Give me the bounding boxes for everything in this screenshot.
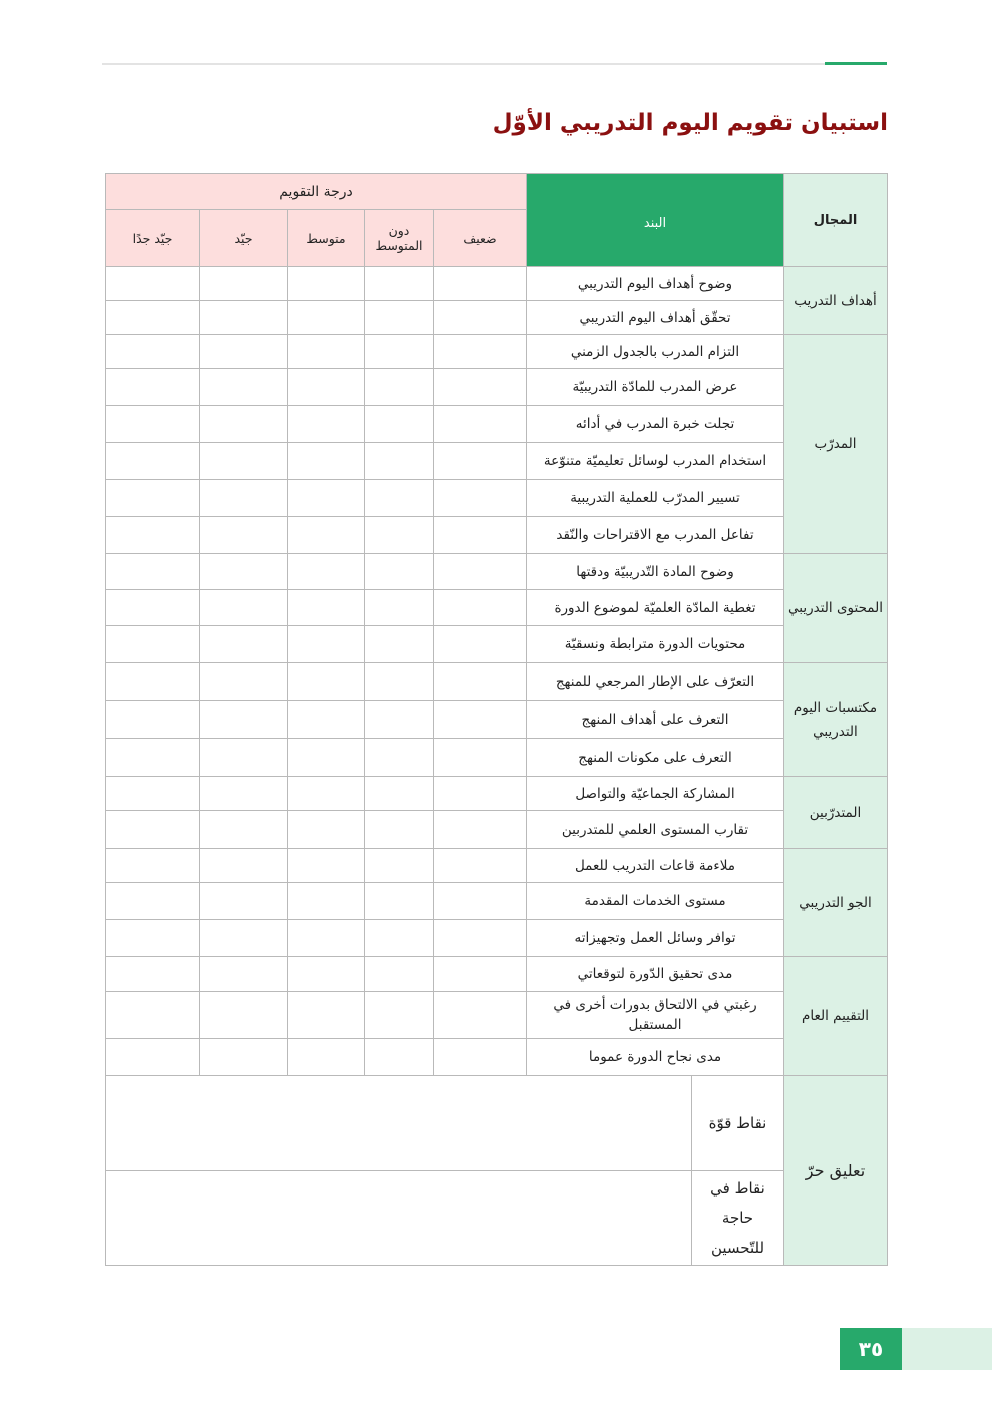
rating-checkbox-cell[interactable]: [200, 443, 288, 480]
rating-checkbox-cell[interactable]: [434, 849, 527, 883]
rating-checkbox-cell[interactable]: [200, 777, 288, 811]
table-row: [106, 517, 888, 554]
table-row: [106, 883, 888, 920]
item-cell: ملاءمة قاعات التدريب للعمل: [527, 849, 784, 883]
rating-checkbox-cell[interactable]: [288, 517, 365, 554]
rating-checkbox-cell[interactable]: [106, 777, 200, 811]
item-cell: مدى تحقيق الدّورة لتوقعاتي: [527, 957, 784, 992]
rating-checkbox-cell[interactable]: [434, 663, 527, 701]
rating-checkbox-cell[interactable]: [200, 811, 288, 849]
rating-checkbox-cell[interactable]: [288, 849, 365, 883]
rating-checkbox-cell[interactable]: [434, 369, 527, 406]
rating-checkbox-cell[interactable]: [288, 554, 365, 590]
rating-checkbox-cell[interactable]: [434, 957, 527, 992]
rating-checkbox-cell[interactable]: [365, 883, 434, 920]
rating-checkbox-cell[interactable]: [434, 701, 527, 739]
rating-checkbox-cell[interactable]: [106, 590, 200, 626]
rating-checkbox-cell[interactable]: [106, 1039, 200, 1076]
table-row: [106, 849, 888, 883]
table-row: [106, 480, 888, 517]
table-row: [106, 739, 888, 777]
rating-checkbox-cell[interactable]: [365, 480, 434, 517]
item-cell: تقارب المستوى العلمي للمتدربين: [527, 811, 784, 849]
rating-very-good: جيّد جدًا: [106, 210, 200, 267]
rating-checkbox-cell[interactable]: [200, 335, 288, 369]
rating-checkbox-cell[interactable]: [288, 626, 365, 663]
table-row: [106, 301, 888, 335]
domain-cell: التقييم العام: [784, 957, 888, 1076]
item-cell: تفاعل المدرب مع الاقتراحات والنّقد: [527, 517, 784, 554]
rating-checkbox-cell[interactable]: [200, 406, 288, 443]
domain-cell: أهداف التدريب: [784, 267, 888, 335]
rating-checkbox-cell[interactable]: [200, 554, 288, 590]
table-row: [106, 335, 888, 369]
table-row: [106, 701, 888, 739]
rating-checkbox-cell[interactable]: [434, 920, 527, 957]
rating-checkbox-cell[interactable]: [288, 443, 365, 480]
item-cell: تغطية المادّة العلميّة لموضوع الدورة: [527, 590, 784, 626]
rating-checkbox-cell[interactable]: [200, 517, 288, 554]
table-row: [106, 267, 888, 301]
rating-checkbox-cell[interactable]: [106, 957, 200, 992]
rating-checkbox-cell[interactable]: [365, 739, 434, 777]
rating-checkbox-cell[interactable]: [106, 480, 200, 517]
rating-checkbox-cell[interactable]: [288, 701, 365, 739]
rating-checkbox-cell[interactable]: [200, 301, 288, 335]
top-accent-bar: [825, 62, 887, 65]
rating-checkbox-cell[interactable]: [434, 301, 527, 335]
rating-checkbox-cell[interactable]: [434, 480, 527, 517]
rating-checkbox-cell[interactable]: [365, 811, 434, 849]
item-cell: مدى نجاح الدورة عموما: [527, 1039, 784, 1076]
item-cell: التزام المدرب بالجدول الزمني: [527, 335, 784, 369]
item-cell: عرض المدرب للمادّة التدريبيّة: [527, 369, 784, 406]
rating-checkbox-cell[interactable]: [288, 480, 365, 517]
rating-checkbox-cell[interactable]: [434, 1039, 527, 1076]
rating-checkbox-cell[interactable]: [288, 957, 365, 992]
rating-checkbox-cell[interactable]: [106, 663, 200, 701]
rating-checkbox-cell[interactable]: [288, 1039, 365, 1076]
rating-checkbox-cell[interactable]: [106, 406, 200, 443]
rating-checkbox-cell[interactable]: [288, 590, 365, 626]
rating-checkbox-cell[interactable]: [434, 811, 527, 849]
item-cell: التعرف على مكونات المنهج: [527, 739, 784, 777]
item-cell: التعرّف على الإطار المرجعي للمنهج: [527, 663, 784, 701]
item-cell: المشاركة الجماعيّة والتواصل: [527, 777, 784, 811]
domain-header: المجال: [784, 174, 888, 267]
rating-checkbox-cell[interactable]: [106, 920, 200, 957]
item-header: البند: [527, 174, 784, 267]
rating-checkbox-cell[interactable]: [106, 739, 200, 777]
rating-checkbox-cell[interactable]: [200, 920, 288, 957]
rating-checkbox-cell[interactable]: [365, 301, 434, 335]
rating-checkbox-cell[interactable]: [200, 663, 288, 701]
rating-checkbox-cell[interactable]: [106, 626, 200, 663]
rating-checkbox-cell[interactable]: [434, 406, 527, 443]
domain-cell: مكتسبات اليوم التدريبي: [784, 663, 888, 777]
rating-checkbox-cell[interactable]: [434, 992, 527, 1039]
item-cell: مستوى الخدمات المقدمة: [527, 883, 784, 920]
rating-checkbox-cell[interactable]: [365, 406, 434, 443]
rating-checkbox-cell[interactable]: [200, 1039, 288, 1076]
table-row: [106, 443, 888, 480]
rating-checkbox-cell[interactable]: [365, 267, 434, 301]
rating-checkbox-cell[interactable]: [365, 992, 434, 1039]
table-row: [106, 663, 888, 701]
rating-checkbox-cell[interactable]: [288, 267, 365, 301]
top-rule: [102, 63, 887, 65]
rating-checkbox-cell[interactable]: [288, 777, 365, 811]
rating-checkbox-cell[interactable]: [200, 739, 288, 777]
evaluation-table: [105, 173, 888, 1266]
item-cell: استخدام المدرب لوسائل تعليميّة متنوّعة: [527, 443, 784, 480]
rating-checkbox-cell[interactable]: [200, 369, 288, 406]
rating-good: جيّد: [200, 210, 288, 267]
rating-checkbox-cell[interactable]: [434, 267, 527, 301]
table-row: [106, 920, 888, 957]
rating-checkbox-cell[interactable]: [200, 480, 288, 517]
rating-checkbox-cell[interactable]: [106, 701, 200, 739]
rating-checkbox-cell[interactable]: [365, 957, 434, 992]
rating-checkbox-cell[interactable]: [288, 811, 365, 849]
rating-checkbox-cell[interactable]: [434, 626, 527, 663]
table-row: [106, 406, 888, 443]
page-number-band: [902, 1328, 992, 1370]
rating-checkbox-cell[interactable]: [106, 335, 200, 369]
rating-checkbox-cell[interactable]: [106, 369, 200, 406]
table-row: [106, 590, 888, 626]
table-row: [106, 626, 888, 663]
rating-checkbox-cell[interactable]: [200, 626, 288, 663]
rating-checkbox-cell[interactable]: [365, 663, 434, 701]
rating-checkbox-cell[interactable]: [200, 883, 288, 920]
rating-checkbox-cell[interactable]: [365, 517, 434, 554]
rating-checkbox-cell[interactable]: [288, 920, 365, 957]
rating-checkbox-cell[interactable]: [106, 517, 200, 554]
item-cell: التعرف على أهداف المنهج: [527, 701, 784, 739]
rating-checkbox-cell[interactable]: [365, 1039, 434, 1076]
rating-checkbox-cell[interactable]: [288, 369, 365, 406]
strengths-label: نقاط قوّة: [692, 1076, 784, 1171]
rating-checkbox-cell[interactable]: [106, 992, 200, 1039]
rating-checkbox-cell[interactable]: [365, 920, 434, 957]
rating-checkbox-cell[interactable]: [365, 849, 434, 883]
rating-checkbox-cell[interactable]: [434, 554, 527, 590]
table-row: [106, 777, 888, 811]
rating-checkbox-cell[interactable]: [365, 590, 434, 626]
rating-checkbox-cell[interactable]: [365, 443, 434, 480]
free-comment-label: تعليق حرّ: [784, 1076, 888, 1266]
table-row: [106, 811, 888, 849]
rating-checkbox-cell[interactable]: [106, 883, 200, 920]
rating-checkbox-cell[interactable]: [365, 335, 434, 369]
rating-checkbox-cell[interactable]: [365, 626, 434, 663]
item-cell: تسيير المدرّب للعملية التدريبية: [527, 480, 784, 517]
rating-checkbox-cell[interactable]: [365, 554, 434, 590]
rating-checkbox-cell[interactable]: [434, 739, 527, 777]
rating-checkbox-cell[interactable]: [288, 739, 365, 777]
rating-header: درجة التقويم: [106, 174, 527, 210]
rating-checkbox-cell[interactable]: [200, 590, 288, 626]
rating-checkbox-cell[interactable]: [106, 443, 200, 480]
rating-checkbox-cell[interactable]: [200, 701, 288, 739]
rating-below-average: دون المتوسط: [365, 210, 434, 267]
item-cell: توافر وسائل العمل وتجهيزاته: [527, 920, 784, 957]
item-cell: تجلت خبرة المدرب في أدائه: [527, 406, 784, 443]
rating-checkbox-cell[interactable]: [106, 267, 200, 301]
rating-checkbox-cell[interactable]: [288, 301, 365, 335]
strengths-input[interactable]: [106, 1076, 692, 1171]
improvements-input[interactable]: [106, 1171, 692, 1266]
rating-checkbox-cell[interactable]: [434, 590, 527, 626]
rating-checkbox-cell[interactable]: [365, 777, 434, 811]
item-cell: رغبتي في الالتحاق بدورات أخرى في المستقبل: [527, 992, 784, 1039]
rating-checkbox-cell[interactable]: [288, 883, 365, 920]
rating-checkbox-cell[interactable]: [106, 554, 200, 590]
rating-checkbox-cell[interactable]: [434, 335, 527, 369]
rating-average: متوسط: [288, 210, 365, 267]
table-row: [106, 992, 888, 1039]
domain-cell: المتدرّبين: [784, 777, 888, 849]
rating-checkbox-cell[interactable]: [434, 443, 527, 480]
rating-checkbox-cell[interactable]: [365, 369, 434, 406]
rating-checkbox-cell[interactable]: [200, 267, 288, 301]
table-row: [106, 369, 888, 406]
rating-checkbox-cell[interactable]: [106, 849, 200, 883]
item-cell: محتويات الدورة مترابطة ونسقيّة: [527, 626, 784, 663]
rating-checkbox-cell[interactable]: [288, 406, 365, 443]
rating-checkbox-cell[interactable]: [288, 992, 365, 1039]
page-title: استبيان تقويم اليوم التدريبي الأوّل: [492, 110, 888, 136]
item-cell: وضوح أهداف اليوم التدريبي: [527, 267, 784, 301]
rating-checkbox-cell[interactable]: [106, 301, 200, 335]
rating-checkbox-cell[interactable]: [288, 663, 365, 701]
rating-checkbox-cell[interactable]: [200, 992, 288, 1039]
improvements-label: نقاط في حاجة للتّحسين: [692, 1171, 784, 1266]
rating-checkbox-cell[interactable]: [434, 777, 527, 811]
item-cell: تحقّق أهداف اليوم التدريبي: [527, 301, 784, 335]
table-row: [106, 957, 888, 992]
domain-cell: المدرّب: [784, 335, 888, 554]
rating-checkbox-cell[interactable]: [200, 957, 288, 992]
table-row: [106, 1039, 888, 1076]
rating-checkbox-cell[interactable]: [106, 811, 200, 849]
page-number: ٣٥: [840, 1328, 902, 1370]
rating-checkbox-cell[interactable]: [434, 883, 527, 920]
rating-checkbox-cell[interactable]: [434, 517, 527, 554]
rating-checkbox-cell[interactable]: [200, 849, 288, 883]
rating-checkbox-cell[interactable]: [288, 335, 365, 369]
domain-cell: المحتوى التدريبي: [784, 554, 888, 663]
rating-weak: ضعيف: [434, 210, 527, 267]
domain-cell: الجو التدريبي: [784, 849, 888, 957]
table-row: [106, 554, 888, 590]
rating-checkbox-cell[interactable]: [365, 701, 434, 739]
item-cell: وضوح المادة التّدريبيّة ودقتها: [527, 554, 784, 590]
